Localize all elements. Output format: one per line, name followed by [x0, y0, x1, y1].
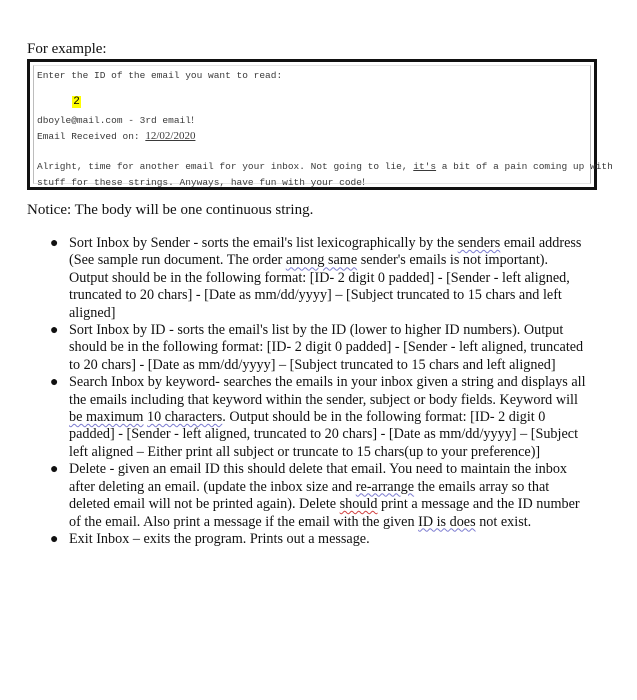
- b4-text-a: Delete - given an email ID this should delete that email. You need to maintain the inbox after deleting an email. (update the inbox size and: [69, 461, 568, 495]
- b4-text-b: the emails array so that deleted email will not be printed again). Delete: [69, 478, 550, 513]
- list-item-search-by-keyword: [0, 374, 586, 461]
- body-line1-b: it's: [413, 161, 437, 172]
- notice-text: Notice: The body will be one continuous string.: [27, 202, 314, 218]
- b3-flagged-word-2: 10 characters: [147, 409, 223, 426]
- b1-text-a: Sort Inbox by Sender - sorts the email's list lexicographically by the: [69, 235, 458, 251]
- list-item-sort-by-sender: [0, 235, 586, 322]
- console-input-value: 2: [73, 96, 80, 108]
- b1-text-c: sender's emails is not important). Output should be in the following format: [ID- 2 digit 0 padded] - [Sender - left aligned, truncated to 20 chars] - [Date as mm/dd/yyyy] – [Subject truncated to 15 chars and left aligned]: [69, 252, 570, 321]
- b3-flagged-word-1: be maximum: [69, 409, 144, 426]
- b1-text-b: email address (See sample run document. The order: [69, 235, 582, 269]
- b1-flagged-word-1: senders: [457, 235, 501, 251]
- list-item-exit-inbox: [0, 531, 586, 548]
- console-frame: [33, 65, 613, 188]
- console-email-header: [37, 114, 194, 128]
- b1-flagged-word-2: among same: [285, 252, 358, 269]
- b4-flagged-word-2: should: [339, 496, 378, 513]
- requirements-list: [0, 235, 637, 548]
- intro-text: For example:: [27, 41, 107, 57]
- console-body-line-2: [37, 176, 365, 190]
- body-line2-a: stuff for these strings. Anyways, have fun with your code: [37, 177, 362, 188]
- received-label: Email Received on:: [37, 131, 146, 142]
- bullet-icon: ●: [50, 323, 59, 339]
- bullet-icon: ●: [50, 531, 59, 547]
- console-prompt: Enter the ID of the email you want to read:: [37, 70, 283, 81]
- body-line2-b: !: [361, 178, 366, 188]
- b4-text-c: print a message and the ID number of the email. Also print a message if the email with the given: [69, 496, 580, 530]
- b3-text-c: . Output should be in the following format: [ID- 2 digit 0 padded] - [Sender - left aligned, truncated to 20 chars] - [Date as mm/dd/yyyy] – [Subject left aligned – Either print all subject or truncate to 15 chars(up to your preference)]: [69, 409, 579, 460]
- body-line1-a: Alright, time for another email for your inbox. Not going to lie,: [37, 161, 414, 172]
- bullet-icon: ●: [50, 236, 59, 251]
- email-header-text: dboyle@mail.com - 3rd email: [37, 115, 191, 126]
- email-header-exclaim: !: [190, 116, 195, 126]
- bullet-icon: ●: [50, 375, 59, 391]
- b4-flagged-word-3: ID is does: [418, 513, 476, 530]
- b3-text-a: Search Inbox by keyword- searches the emails in your inbox given a string and displays all the emails including that keyword within the sender, subject or body fields. Keyword will: [69, 374, 586, 408]
- b5-text: Exit Inbox – exits the program. Prints out a message.: [69, 530, 370, 547]
- list-item-sort-by-id: [0, 322, 586, 374]
- received-date: 12/02/2020: [145, 130, 196, 142]
- b4-flagged-word-1: re-arrange: [355, 478, 415, 495]
- list-item-delete: [0, 461, 586, 531]
- bullet-icon: ●: [50, 462, 59, 478]
- console-received-line: [37, 130, 195, 143]
- body-line1-c: a bit of a pain coming up with: [436, 161, 613, 172]
- b2-text: Sort Inbox by ID - sorts the email's list by the ID (lower to higher ID numbers). Output should be in the following format: [ID- 2 digit 0 padded] - [Sender - left aligned, truncated to 20 chars] - [Date as mm/dd/yyyy] – [Subject truncated to 15 chars and left aligned]: [69, 322, 584, 373]
- console-window: [27, 59, 613, 190]
- console-body-line-1: [37, 160, 613, 173]
- b4-text-d: not exist.: [475, 513, 532, 530]
